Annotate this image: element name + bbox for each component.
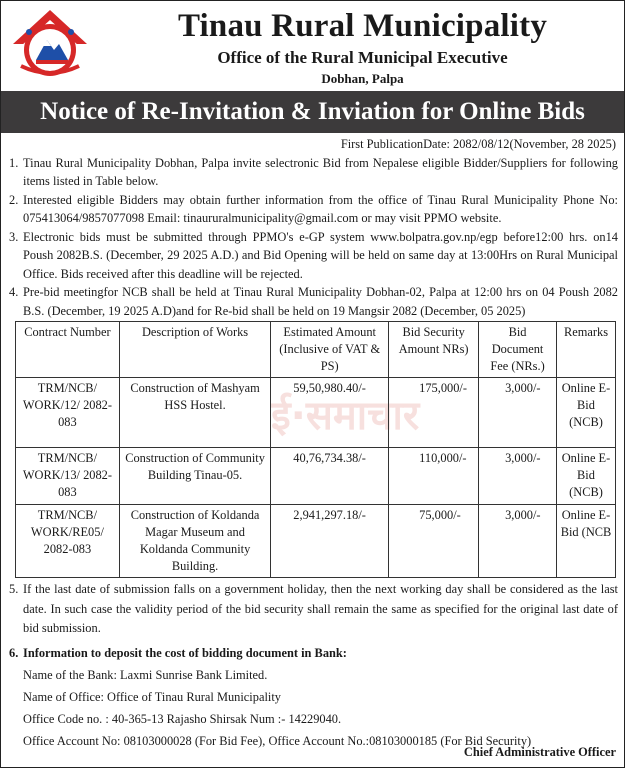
bid-items-table	[15, 321, 616, 578]
cell-security: 110,000/-	[389, 448, 479, 505]
cell-description: Construction of Mashyam HSS Hostel.	[119, 378, 270, 448]
cell-contract: TRM/NCB/ WORK/RE05/ 2082-083	[16, 505, 120, 578]
col-bid-fee: Bid Document Fee (NRs.)	[479, 322, 557, 378]
cell-fee: 3,000/-	[479, 448, 557, 505]
paragraph-4: 4. Pre-bid meetingfor NCB shall be held at Tinau Rural Municipality Dobhan-02, Palpa at 12:00 hrs on 04 Poush 2082 B.S. (December, 19 2025 A.D)and for Re-bid shall be held on 19 Mangsir 2082 (December, 05 2025)	[9, 285, 618, 318]
cell-amount: 59,50,980.40/-	[271, 378, 389, 448]
cell-remarks: Online E-Bid (NCB	[557, 505, 616, 578]
table-row	[16, 378, 616, 448]
cell-remarks: Online E-Bid (NCB)	[557, 448, 616, 505]
office-location: Dobhan, Palpa	[321, 71, 404, 86]
cell-contract: TRM/NCB/ WORK/13/ 2082-083	[16, 448, 120, 505]
cell-security: 175,000/-	[389, 378, 479, 448]
paragraph-5: 5. If the last date of submission falls on a government holiday, then the next working day shall be considered as the last date. In such case the validity period of the bid security shall remain the same as specified for the original last date of bid submission.	[9, 582, 618, 635]
cell-fee: 3,000/-	[479, 378, 557, 448]
header	[1, 1, 624, 91]
notice-banner: Notice of Re-Invitation & Inviation for Online Bids	[1, 91, 624, 133]
paragraph-1: 1. Tinau Rural Municipality Dobhan, Palpa invite selectronic Bid from Nepalese eligible Bidder/Suppliers for following items listed in Table below.	[9, 155, 618, 188]
cell-description: Construction of Community Building Tinau-05.	[119, 448, 270, 505]
cell-security: 75,000/-	[389, 505, 479, 578]
notice-body	[1, 135, 624, 752]
office-subtitle: Office of the Rural Municipal Executive	[217, 48, 508, 67]
page-title: Tinau Rural Municipality	[177, 8, 548, 44]
bank-office: Name of Office: Office of Tinau Rural Municipality	[23, 689, 281, 704]
bank-office-code: Office Code no. : 40-365-13 Rajasho Shirsak Num :- 14229040.	[23, 711, 342, 726]
bank-name: Name of the Bank: Laxmi Sunrise Bank Limited.	[23, 667, 268, 682]
col-description: Description of Works	[119, 322, 270, 378]
watermark-logo: ई·समाचार	[271, 393, 420, 439]
cell-amount: 40,76,734.38/-	[271, 448, 389, 505]
cell-remarks: Online E-Bid (NCB)	[557, 378, 616, 448]
cell-fee: 3,000/-	[479, 505, 557, 578]
bank-accounts: Office Account No: 08103000028 (For Bid Fee), Office Account No.:08103000185 (For Bid Security)	[23, 733, 532, 748]
col-remarks: Remarks	[557, 322, 616, 378]
table-header-row	[16, 322, 616, 378]
cell-amount: 2,941,297.18/-	[271, 505, 389, 578]
bank-details	[1, 664, 624, 752]
col-contract-number: Contract Number	[16, 322, 120, 378]
col-estimated-amount: Estimated Amount (Inclusive of VAT & PS)	[271, 322, 389, 378]
signature-title: Chief Administrative Officer	[463, 745, 616, 759]
paragraph-6: 6. Information to deposit the cost of bidding document in Bank:	[9, 645, 347, 660]
publication-date: First PublicationDate: 2082/08/12(November, 28 2025)	[340, 137, 616, 151]
cell-description: Construction of Koldanda Magar Museum and Koldanda Community Building.	[119, 505, 270, 578]
paragraph-2: 2. Interested eligible Bidders may obtain further information from the office of Tinau Rural Municipality Phone No: 075413064/9857077098 Email: tinaururalmunicipality@gmail.com or may visit PPMO website.	[9, 192, 618, 225]
col-bid-security: Bid Security Amount NRs)	[389, 322, 479, 378]
table-row	[16, 448, 616, 505]
cell-contract: TRM/NCB/ WORK/12/ 2082-083	[16, 378, 120, 448]
paragraph-3: 3. Electronic bids must be submitted through PPMO's e-GP system www.bolpatra.gov.np/egp before12:00 hrs. on14 Poush 2082B.S. (December, 29 2025 A.D.) and Bid Opening will be held on same day at 13:00Hrs on Rural Municipal Office. Bids received after this deadline will be rejected.	[9, 229, 618, 281]
municipality-emblem-icon	[7, 6, 93, 82]
table-row	[16, 505, 616, 578]
